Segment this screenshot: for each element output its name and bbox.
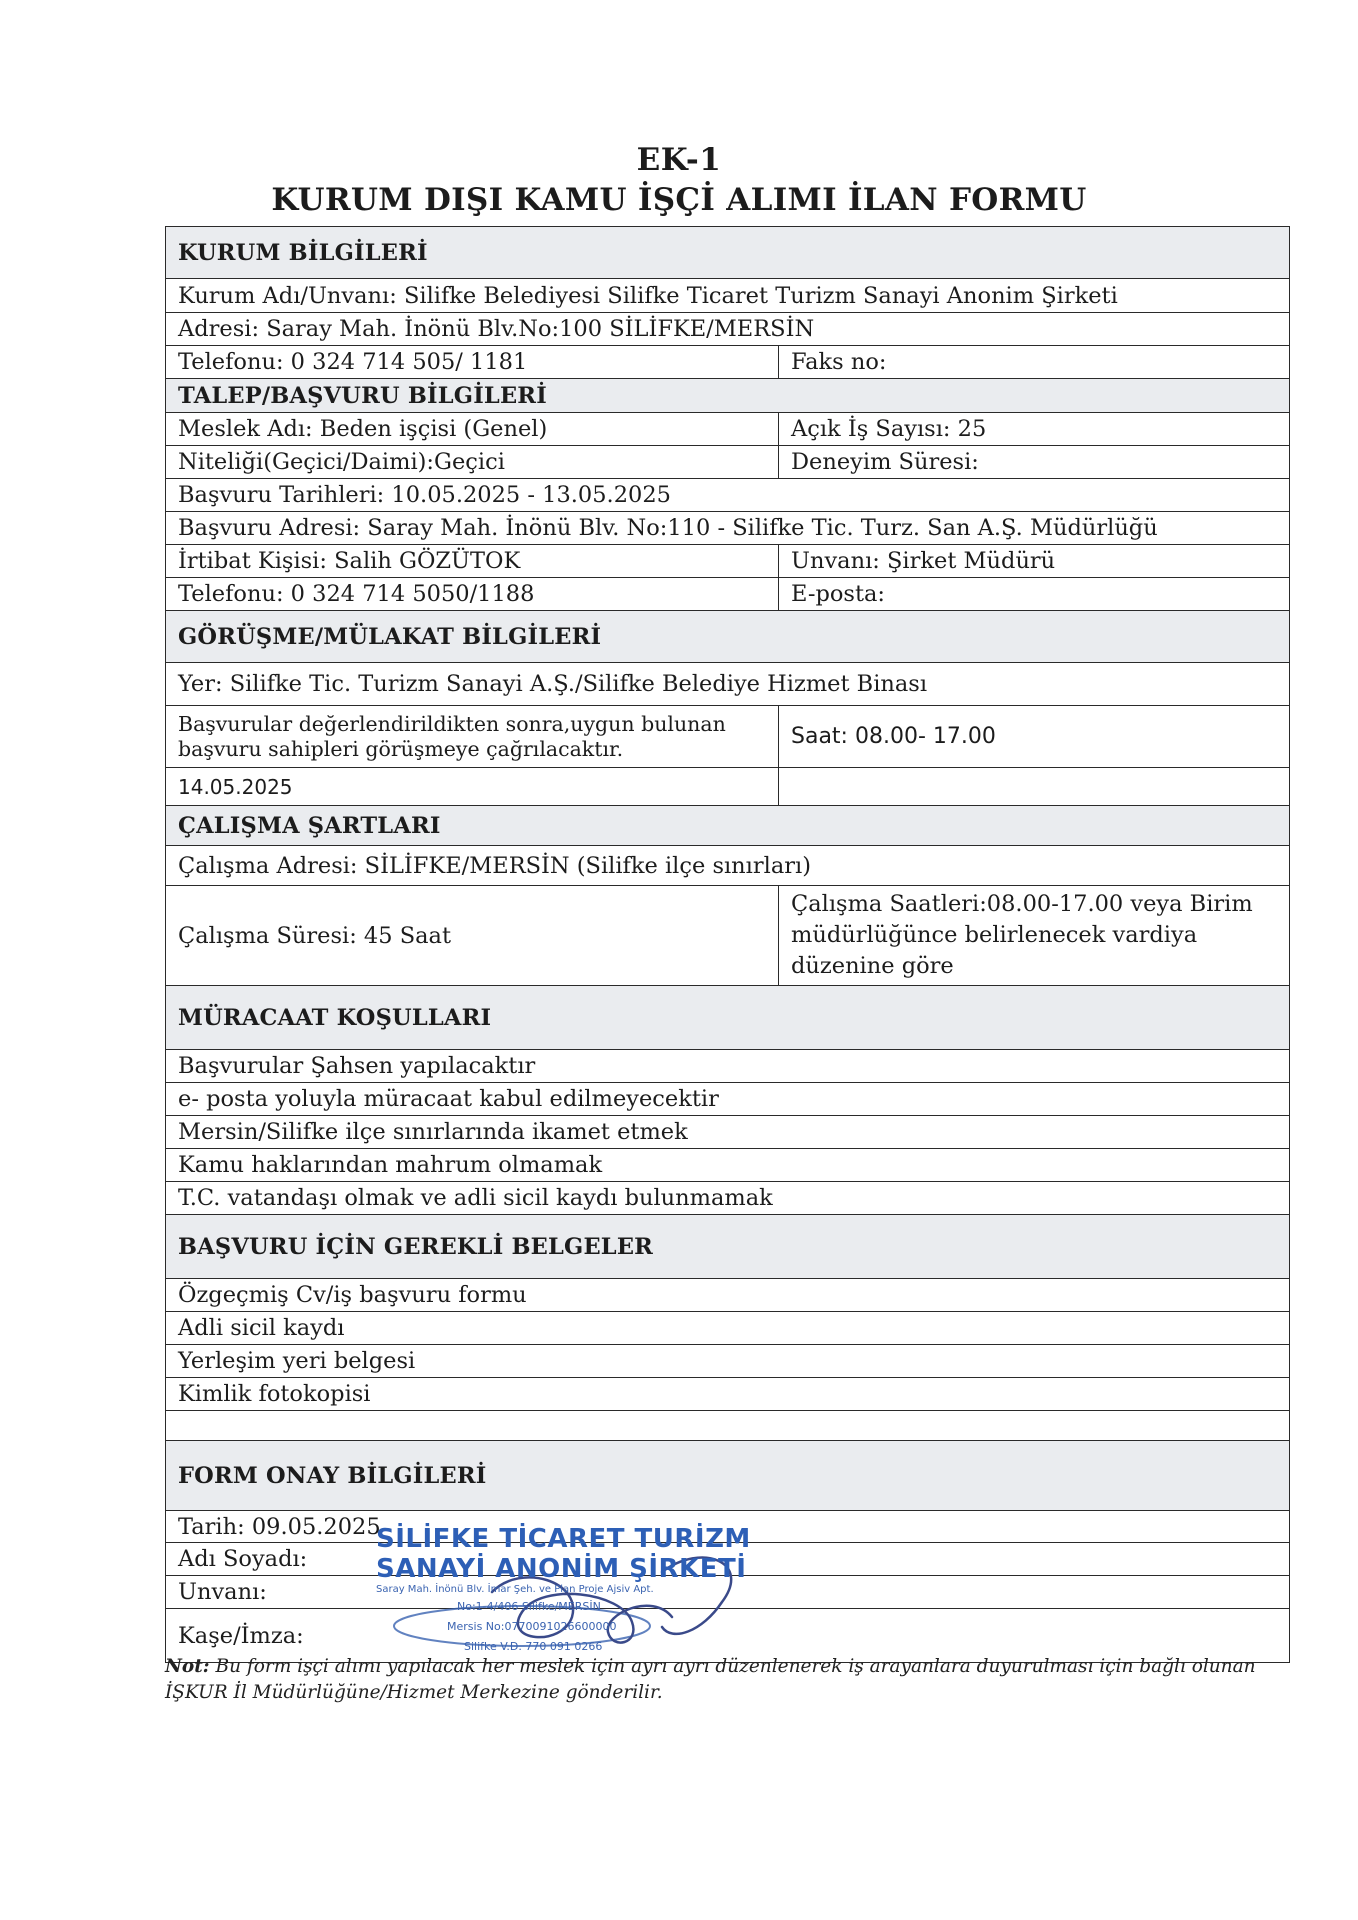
section-calisma-heading: ÇALIŞMA ŞARTLARI — [166, 806, 1290, 846]
section-kurum-heading: KURUM BİLGİLERİ — [166, 227, 1290, 279]
footer-note — [165, 1654, 1295, 1706]
calisma-address: Çalışma Adresi: SİLİFKE/MERSİN (Silifke ilçe sınırları) — [166, 846, 1290, 886]
talep-contact-title: Unvanı: Şirket Müdürü — [779, 545, 1290, 578]
application-form-table — [165, 226, 1290, 1663]
muracaat-item: Mersin/Silifke ilçe sınırlarında ikamet etmek — [166, 1116, 1290, 1149]
muracaat-item: T.C. vatandaşı olmak ve adli sicil kaydı bulunmamak — [166, 1182, 1290, 1215]
talep-address: Başvuru Adresi: Saray Mah. İnönü Blv. No:110 - Silifke Tic. Turz. San A.Ş. Müdürlüğü — [166, 512, 1290, 545]
onay-stamp-label: Kaşe/İmza: — [166, 1609, 1290, 1663]
stamp-line-6: Silifke V.D. 770 091 0266 — [464, 1640, 603, 1653]
belgeler-item: Yerleşim yeri belgesi — [166, 1345, 1290, 1378]
belgeler-item: Özgeçmiş Cv/iş başvuru formu — [166, 1279, 1290, 1312]
talep-phone: Telefonu: 0 324 714 5050/1188 — [166, 578, 779, 611]
talep-experience: Deneyim Süresi: — [779, 446, 1290, 479]
section-muracaat-heading: MÜRACAAT KOŞULLARI — [166, 986, 1290, 1050]
belgeler-item: Kimlik fotokopisi — [166, 1378, 1290, 1411]
calisma-hours: Çalışma Saatleri:08.00-17.00 veya Birim müdürlüğünce belirlenecek vardiya düzenine göre — [779, 886, 1290, 986]
note-label: Not: — [165, 1656, 210, 1677]
talep-dates: Başvuru Tarihleri: 10.05.2025 - 13.05.2025 — [166, 479, 1290, 512]
stamp-line-5: Mersis No:0770091026600000 — [447, 1620, 617, 1633]
section-onay-heading: FORM ONAY BİLGİLERİ — [166, 1441, 1290, 1511]
kurum-phone: Telefonu: 0 324 714 505/ 1181 — [166, 346, 779, 379]
kurum-name: Kurum Adı/Unvanı: Silifke Belediyesi Silifke Ticaret Turizm Sanayi Anonim Şirketi — [166, 279, 1290, 313]
onay-name-label: Adı Soyadı: — [166, 1543, 1290, 1576]
note-text: Bu form işçi alımı yapılacak her meslek için ayrı ayrı düzenlenerek iş arayanlara duyurulması için bağlı olunan İŞKUR İl Müdürlüğüne/Hizmet Merkezine gönderilir. — [165, 1656, 1256, 1703]
stamp-line-4: No:1-4/406 Silifke/MERSİN — [457, 1600, 601, 1613]
onay-date: Tarih: 09.05.2025 — [166, 1511, 1290, 1543]
stamp-line-2: SANAYİ ANONİM ŞİRKETİ — [376, 1554, 747, 1584]
talep-nature: Niteliği(Geçici/Daimi):Geçici — [166, 446, 779, 479]
calisma-duration: Çalışma Süresi: 45 Saat — [166, 886, 779, 986]
company-stamp — [372, 1522, 752, 1662]
section-talep-heading: TALEP/BAŞVURU BİLGİLERİ — [166, 379, 1290, 413]
title-block — [0, 140, 1358, 220]
talep-email: E-posta: — [779, 578, 1290, 611]
muracaat-item: Başvurular Şahsen yapılacaktır — [166, 1050, 1290, 1083]
gorusme-time: Saat: 08.00- 17.00 — [779, 706, 1290, 768]
kurum-fax: Faks no: — [779, 346, 1290, 379]
gorusme-empty-cell — [779, 768, 1290, 806]
muracaat-item: Kamu haklarından mahrum olmamak — [166, 1149, 1290, 1182]
kurum-address: Adresi: Saray Mah. İnönü Blv.No:100 SİLİFKE/MERSİN — [166, 313, 1290, 346]
stamp-line-3: Saray Mah. İnönü Blv. İmar Şeh. ve Plan Proje Ajsiv Apt. — [376, 1584, 654, 1595]
talep-contact: İrtibat Kişisi: Salih GÖZÜTOK — [166, 545, 779, 578]
stamp-line-1: SİLİFKE TİCARET TURİZM — [376, 1524, 751, 1554]
section-gorusme-heading: GÖRÜŞME/MÜLAKAT BİLGİLERİ — [166, 611, 1290, 663]
belgeler-item: Adli sicil kaydı — [166, 1312, 1290, 1345]
belgeler-empty-row — [166, 1411, 1290, 1441]
gorusme-info: Başvurular değerlendirildikten sonra,uygun bulunan başvuru sahipleri görüşmeye çağrılacaktır. — [166, 706, 779, 768]
gorusme-date: 14.05.2025 — [166, 768, 779, 806]
onay-title-label: Unvanı: — [166, 1576, 1290, 1609]
form-title: KURUM DIŞI KAMU İŞÇİ ALIMI İLAN FORMU — [271, 182, 1087, 218]
gorusme-place: Yer: Silifke Tic. Turizm Sanayi A.Ş./Silifke Belediye Hizmet Binası — [166, 663, 1290, 706]
talep-open-positions: Açık İş Sayısı: 25 — [779, 413, 1290, 446]
annex-label: EK-1 — [636, 142, 722, 178]
talep-occupation: Meslek Adı: Beden işçisi (Genel) — [166, 413, 779, 446]
muracaat-item: e- posta yoluyla müracaat kabul edilmeyecektir — [166, 1083, 1290, 1116]
section-belgeler-heading: BAŞVURU İÇİN GEREKLİ BELGELER — [166, 1215, 1290, 1279]
